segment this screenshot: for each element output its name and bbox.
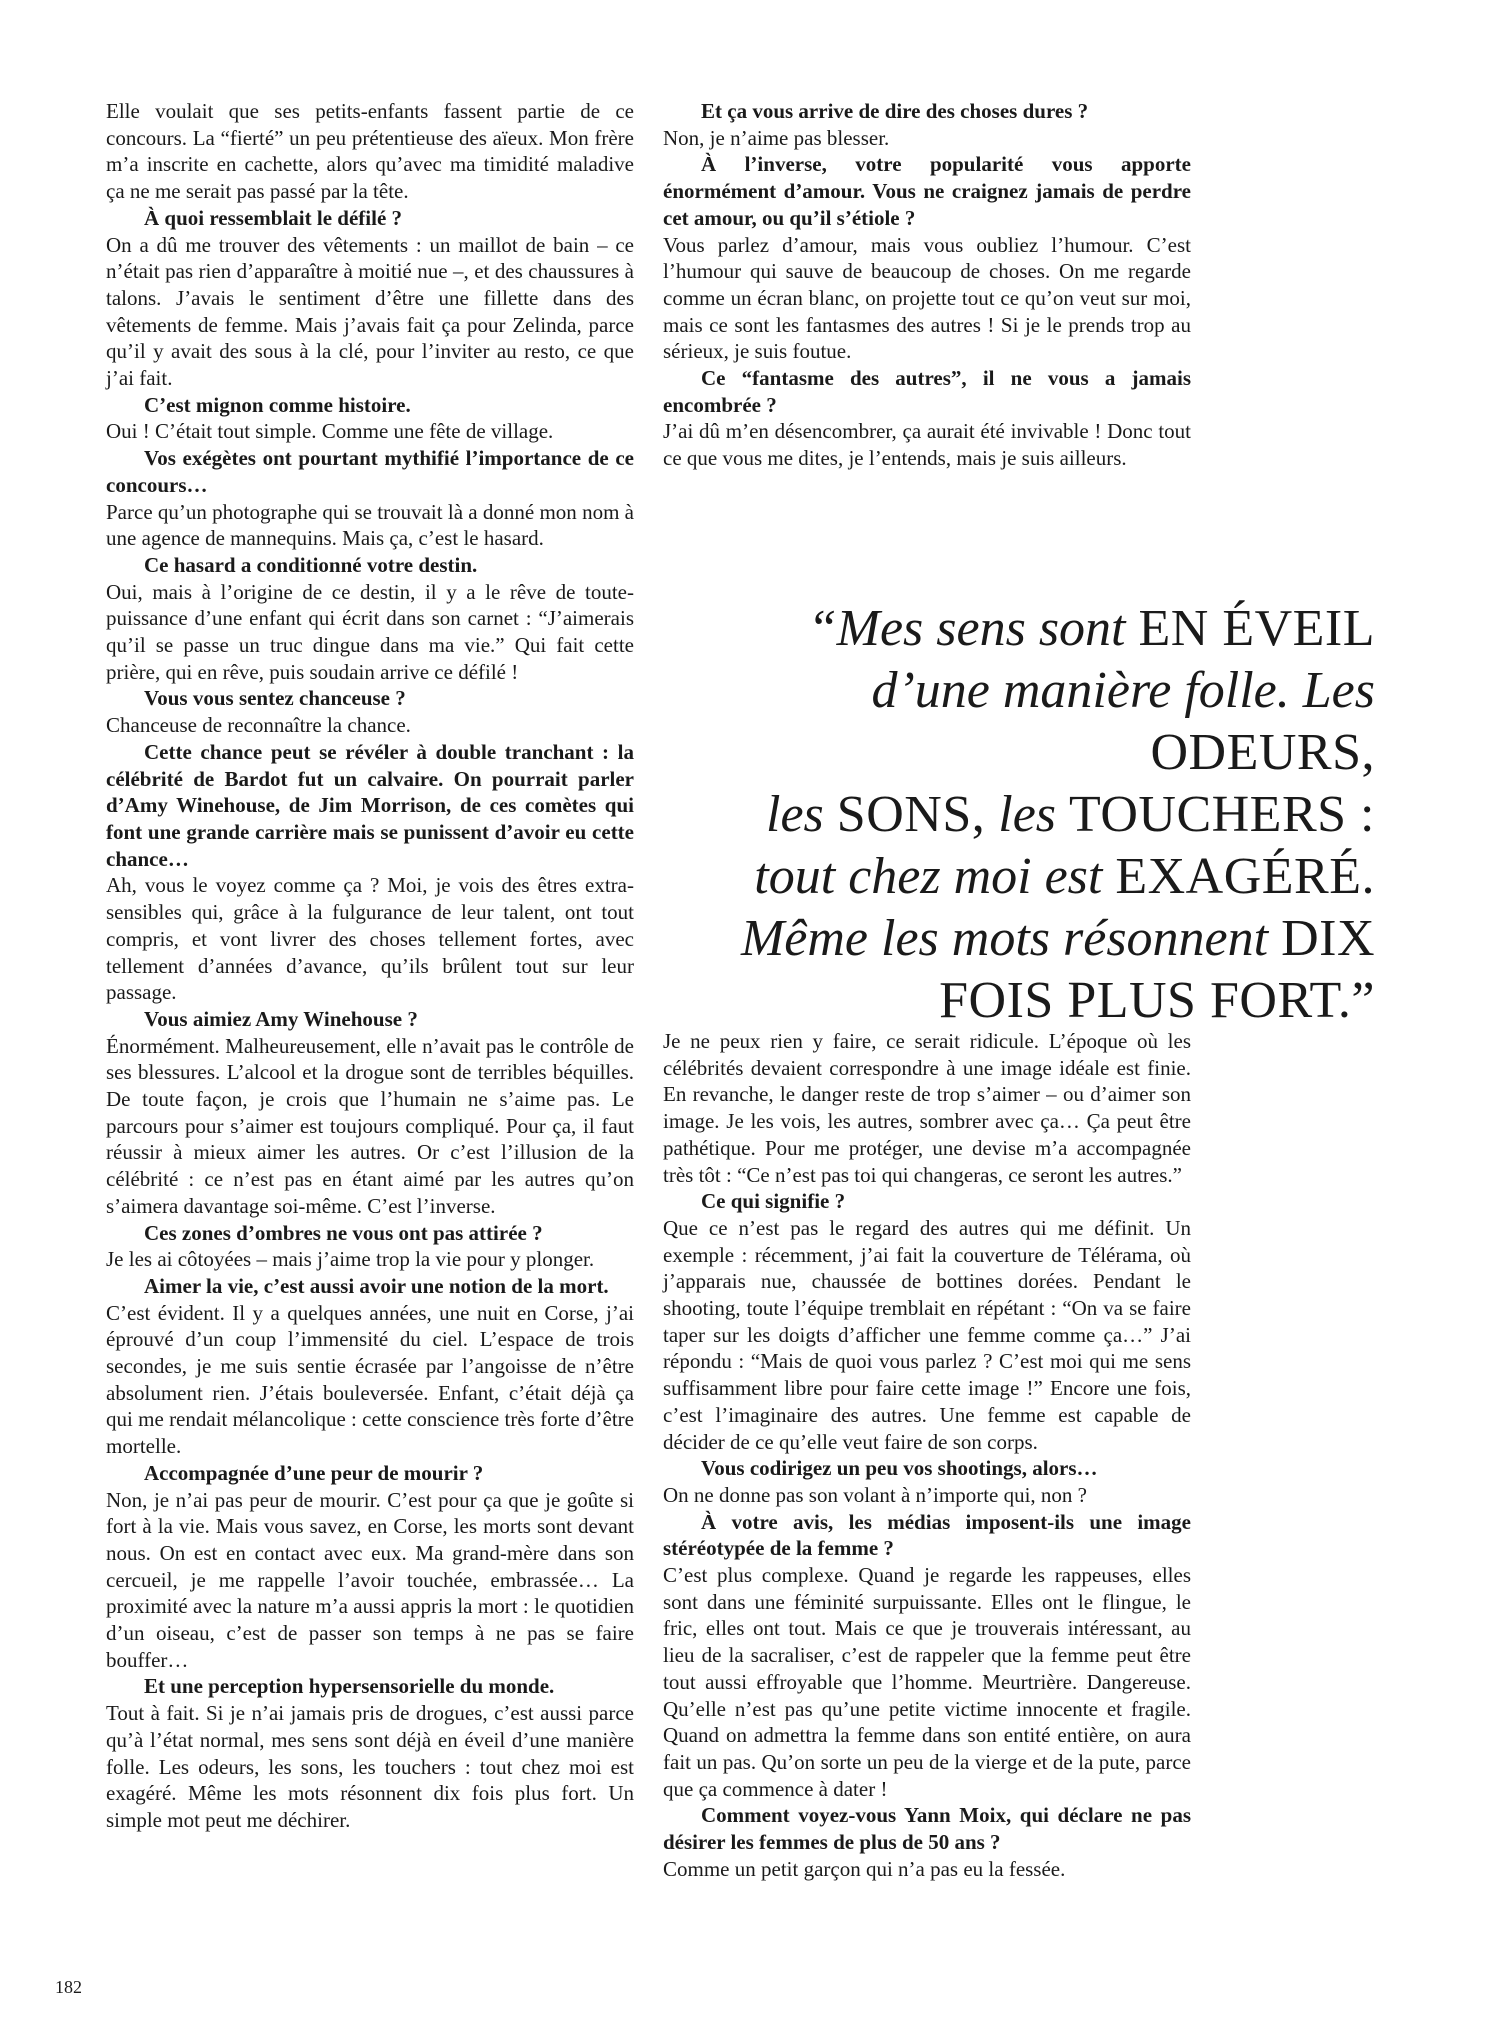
- interview-answer: Non, je n’aime pas blesser.: [663, 125, 890, 150]
- interview-answer: Ah, vous le voyez comme ça ? Moi, je vois des êtres extra-sensibles qui, grâce à la fulgurance de leur talent, ont tout compris, et vont livrer des choses tellement fortes, avec tellement d’années d’avance, qu’ils brûlent tout sur leur passage.: [106, 873, 634, 1005]
- interview-answer: C’est évident. Il y a quelques années, une nuit en Corse, j’ai éprouvé d’un coup l’immensité du ciel. L’espace de trois secondes, je me suis sentie écrasée par l’angoisse de n’être absolument rien. J’étais bouleversée. Enfant, c’était déjà ça qui me rendait mélancolique : cette conscience très forte d’être mortelle.: [106, 1300, 634, 1459]
- interview-question: Ce qui signifie ?: [701, 1189, 846, 1214]
- interview-answer: Je les ai côtoyées – mais j’aime trop la vie pour y plonger.: [106, 1247, 595, 1272]
- interview-question: Ce hasard a conditionné votre destin.: [144, 552, 478, 577]
- interview-answer: Parce qu’un photographe qui se trouvait là a donné mon nom à une agence de mannequins. Mais ça, c’est le hasard.: [106, 499, 634, 551]
- pull-quote-caps: DIX: [1281, 910, 1375, 967]
- interview-question: Vous codirigez un peu vos shootings, alors…: [701, 1456, 1098, 1481]
- pull-quote-line: [655, 660, 1375, 784]
- right-column-top: [663, 98, 1191, 472]
- right-column-bottom: [663, 1028, 1191, 1883]
- interview-question: À votre avis, les médias imposent-ils une image stéréotypée de la femme ?: [663, 1509, 1191, 1561]
- interview-question: Vous aimiez Amy Winehouse ?: [144, 1006, 418, 1031]
- interview-answer: Oui, mais à l’origine de ce destin, il y a le rêve de toute-puissance d’une enfant qui écrit dans son carnet : “J’aimerais qu’il se passe un truc dingue dans ma vie.” Qui fait cette prière, qui en rêve, puis soudain arrive ce défilé !: [106, 579, 634, 684]
- interview-answer: Énormément. Malheureusement, elle n’avait pas le contrôle de ses blessures. L’alcool et la drogue sont de terribles béquilles. De toute façon, je crois que l’humain ne s’aime pas. Le parcours pour s’aimer est toujours compliqué. Pour ça, il faut réussir à mieux aimer les autres. Or c’est l’illusion de la célébrité : ce n’est pas en étant aimé par les autres qu’on s’aimera davantage soi-même. C’est l’inverse.: [106, 1033, 634, 1218]
- interview-question: Vous vous sentez chanceuse ?: [144, 686, 406, 711]
- pull-quote-italic: Même les mots résonnent: [740, 910, 1269, 967]
- interview-question: C’est mignon comme histoire.: [144, 392, 411, 417]
- interview-question: À quoi ressemblait le défilé ?: [144, 205, 403, 230]
- interview-question: Ce “fantasme des autres”, il ne vous a jamais encombrée ?: [663, 366, 1191, 417]
- interview-question: Comment voyez-vous Yann Moix, qui déclare ne pas désirer les femmes de plus de 50 ans ?: [663, 1803, 1191, 1855]
- interview-question: Et une perception hypersensorielle du monde.: [144, 1674, 555, 1699]
- pull-quote-caps: TOUCHERS :: [1069, 786, 1375, 843]
- pull-quote-line: [655, 598, 1375, 660]
- interview-question: Vos exégètes ont pourtant mythifié l’importance de ce concours…: [106, 446, 634, 497]
- interview-answer: Comme un petit garçon qui n’a pas eu la fessée.: [663, 1856, 1066, 1881]
- pull-quote-italic: “Mes sens sont: [807, 600, 1126, 657]
- pull-quote-caps: SONS,: [836, 786, 986, 843]
- pull-quote-line: [655, 970, 1375, 1032]
- left-column: [106, 98, 634, 1834]
- interview-answer: C’est plus complexe. Quand je regarde les rappeuses, elles sont dans une féminité surpuissante. Elles ont le flingue, le fric, elles ont tout. Mais ce que je trouverais intéressant, au lieu de la sacraliser, c’est de rappeler que la femme peut être tout aussi effroyable que l’homme. Meurtrière. Dangereuse. Qu’elle n’est pas qu’une petite victime innocente et fragile. Quand on admettra la femme dans son entité entière, on aura fait un pas. Qu’on sorte un peu de la vierge et de la pute, parce que ça commence à dater !: [663, 1563, 1191, 1801]
- interview-answer: Tout à fait. Si je n’ai jamais pris de drogues, c’est aussi parce qu’à l’état normal, mes sens sont déjà en éveil d’une manière folle. Les odeurs, les sons, les touchers : tout chez moi est exagéré. Même les mots résonnent dix fois plus fort. Un simple mot peut me déchirer.: [106, 1701, 634, 1832]
- interview-question: Accompagnée d’une peur de mourir ?: [144, 1460, 484, 1485]
- pull-quote-italic: tout chez moi est: [754, 848, 1103, 905]
- pull-quote-caps: ODEURS,: [1150, 724, 1375, 781]
- interview-answer: Elle voulait que ses petits-enfants fassent partie de ce concours. La “fierté” un peu prétentieuse des aïeux. Mon frère m’a inscrite en cachette, alors qu’avec ma timidité maladive ça ne me serait pas passé par la tête.: [106, 99, 634, 204]
- interview-answer: J’ai dû m’en désencombrer, ça aurait été invivable ! Donc tout ce que vous me dites, je l’entends, mais je suis ailleurs.: [663, 419, 1191, 471]
- interview-answer: On ne donne pas son volant à n’importe qui, non ?: [663, 1482, 1087, 1507]
- pull-quote-italic: les: [766, 786, 824, 843]
- pull-quote-caps: EXAGÉRÉ.: [1115, 848, 1375, 905]
- interview-answer: Chanceuse de reconnaître la chance.: [106, 713, 411, 738]
- pull-quote-caps: EN ÉVEIL: [1138, 600, 1375, 657]
- interview-answer: Oui ! C’était tout simple. Comme une fête de village.: [106, 419, 554, 444]
- interview-answer: Non, je n’ai pas peur de mourir. C’est pour ça que je goûte si fort à la vie. Mais vous savez, en Corse, les morts sont devant nous. On est en contact avec eux. Ma grand-mère dans son cercueil, je me rappelle l’avoir touchée, embrassée… La proximité avec la nature m’a aussi appris la mort : le quotidien d’un oiseau, c’est de passer son temps à ne pas se faire bouffer…: [106, 1487, 634, 1672]
- interview-answer: Vous parlez d’amour, mais vous oubliez l’humour. C’est l’humour qui sauve de beaucoup de choses. On me regarde comme un écran blanc, on projette tout ce qu’on veut sur moi, mais ce sont les fantasmes des autres ! Si je le prends trop au sérieux, je suis foutue.: [663, 232, 1191, 364]
- pull-quote-caps: FOIS PLUS FORT.”: [939, 972, 1375, 1029]
- interview-question: À l’inverse, votre popularité vous apporte énormément d’amour. Vous ne craignez jamais de perdre cet amour, ou qu’il s’étiole ?: [663, 152, 1191, 230]
- interview-answer: Je ne peux rien y faire, ce serait ridicule. L’époque où les célébrités devaient correspondre à une image idéale est finie. En revanche, le danger reste de trop s’aimer – ou d’aimer son image. Je les vois, les autres, sombrer avec ça… Ça peut être pathétique. Pour me protéger, une devise m’a accompagnée très tôt : “Ce n’est pas toi qui changeras, ce seront les autres.”: [663, 1029, 1191, 1187]
- pull-quote: [655, 598, 1375, 1032]
- pull-quote-line: [655, 784, 1375, 846]
- pull-quote-line: [655, 908, 1375, 970]
- pull-quote-italic: d’une manière folle. Les: [871, 662, 1375, 719]
- pull-quote-italic: les: [998, 786, 1057, 843]
- interview-question: Et ça vous arrive de dire des choses dures ?: [701, 99, 1089, 123]
- interview-question: Ces zones d’ombres ne vous ont pas attirée ?: [144, 1220, 543, 1245]
- interview-answer: Que ce n’est pas le regard des autres qui me définit. Un exemple : récemment, j’ai fait la couverture de Télérama, où j’apparais nue, chaussée de bottines dorées. Pendant le shooting, toute l’équipe tremblait en répétant : “On va se faire taper sur les doigts d’afficher une femme comme ça…” J’ai répondu : “Mais de quoi vous parlez ? C’est moi qui me sens suffisamment libre pour faire cette image !” Encore une fois, c’est l’imaginaire des autres. Une femme est capable de décider de ce qu’elle veut faire de son corps.: [663, 1215, 1191, 1454]
- interview-answer: On a dû me trouver des vêtements : un maillot de bain – ce n’était pas rien d’apparaître à moitié nue –, et des chaussures à talons. J’avais le sentiment d’être une fillette dans des vêtements de femme. Mais j’avais fait ça pour Zelinda, parce qu’il y avait des sous à la clé, pour l’inviter au resto, ce que j’ai fait.: [106, 232, 634, 391]
- page-number: 182: [55, 1977, 82, 1997]
- interview-question: Cette chance peut se révéler à double tranchant : la célébrité de Bardot fut un calvaire. On pourrait parler d’Amy Winehouse, de Jim Morrison, de ces comètes qui font une grande carrière mais se punissent d’avoir eu cette chance…: [106, 739, 634, 871]
- pull-quote-line: [655, 846, 1375, 908]
- interview-question: Aimer la vie, c’est aussi avoir une notion de la mort.: [144, 1273, 609, 1298]
